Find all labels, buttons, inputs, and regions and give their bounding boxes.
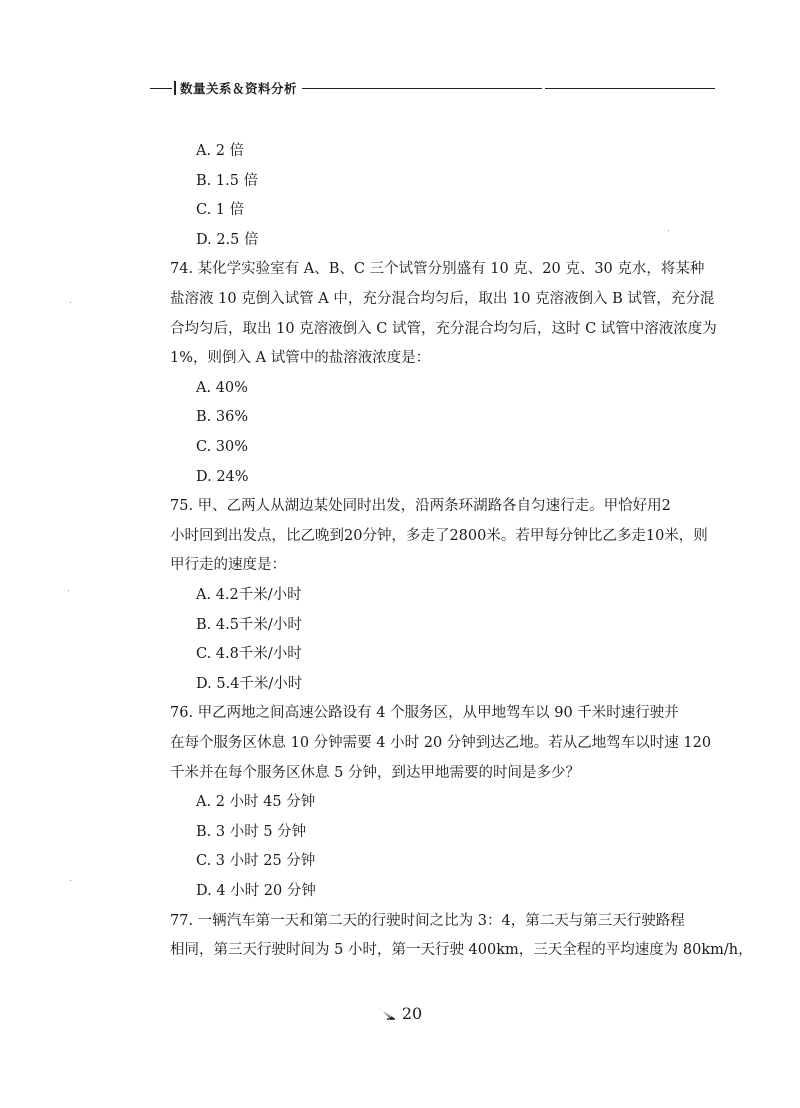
scan-speck <box>668 230 669 231</box>
answer-option: B. 36% <box>196 409 249 425</box>
answer-option: C. 1 倍 <box>196 202 245 218</box>
answer-option: C. 30% <box>196 439 249 455</box>
scan-speck <box>70 302 71 303</box>
answer-option: A. 4.2千米/小时 <box>196 587 302 603</box>
page-number: 20 <box>401 1003 423 1023</box>
question-text-line: 1%，则倒入 A 试管中的盐溶液浓度是： <box>170 350 431 366</box>
question-text-line: 甲行走的速度是： <box>170 557 286 573</box>
header-rule-left <box>150 88 172 89</box>
header-rule-middle <box>302 88 542 89</box>
answer-option: B. 4.5千米/小时 <box>196 617 302 633</box>
page-footer <box>0 1001 800 1025</box>
question-stem: 77. 一辆汽车第一天和第二天的行驶时间之比为 3：4，第二天与第三天行驶路程 <box>170 913 685 929</box>
question-stem: 75. 甲、乙两人从湖边某处同时出发，沿两条环湖路各自匀速行走。甲恰好用2 <box>170 498 671 514</box>
question-text-line: 小时回到出发点，比乙晚到20分钟，多走了2800米。若甲每分钟比乙多走10米，则 <box>170 528 708 544</box>
question-text-line: 千米并在每个服务区休息 5 分钟，到达甲地需要的时间是多少？ <box>170 765 580 781</box>
answer-option: A. 40% <box>196 380 248 396</box>
answer-option: D. 4 小时 20 分钟 <box>196 883 316 899</box>
answer-option: D. 2.5 倍 <box>196 232 259 248</box>
header-title: 数量关系＆资料分析 <box>180 81 298 96</box>
question-text-line: 相同，第三天行驶时间为 5 小时，第一天行驶 400km，三天全程的平均速度为 80km/h， <box>170 942 753 958</box>
scan-speck <box>68 590 69 591</box>
answer-option: A. 2 倍 <box>196 143 245 159</box>
answer-option: B. 1.5 倍 <box>196 173 259 189</box>
answer-option: C. 3 小时 25 分钟 <box>196 853 316 869</box>
question-stem: 74. 某化学实验室有 A、B、C 三个试管分别盛有 10 克、20 克、30 克水，将某种 <box>170 261 705 277</box>
answer-option: A. 2 小时 45 分钟 <box>196 794 316 810</box>
question-text-line: 合均匀后，取出 10 克溶液倒入 C 试管，充分混合均匀后，这时 C 试管中溶液浓度为 <box>170 321 717 337</box>
question-text-line: 盐溶液 10 克倒入试管 A 中，充分混合均匀后，取出 10 克溶液倒入 B 试管，充分混 <box>170 291 715 307</box>
answer-option: B. 3 小时 5 分钟 <box>196 824 307 840</box>
running-header <box>150 80 715 96</box>
answer-option: C. 4.8千米/小时 <box>196 646 302 662</box>
header-rule-right <box>545 88 715 89</box>
feather-icon <box>378 1004 396 1022</box>
answer-option: D. 24% <box>196 469 249 485</box>
question-stem: 76. 甲乙两地之间高速公路设有 4 个服务区，从甲地驾车以 90 千米时速行驶并 <box>170 705 679 721</box>
question-text-line: 在每个服务区休息 10 分钟需要 4 小时 20 分钟到达乙地。若从乙地驾车以时速 120 <box>170 735 712 751</box>
header-bar-mark <box>174 81 176 95</box>
answer-option: D. 5.4千米/小时 <box>196 676 303 692</box>
scan-speck <box>70 880 71 881</box>
